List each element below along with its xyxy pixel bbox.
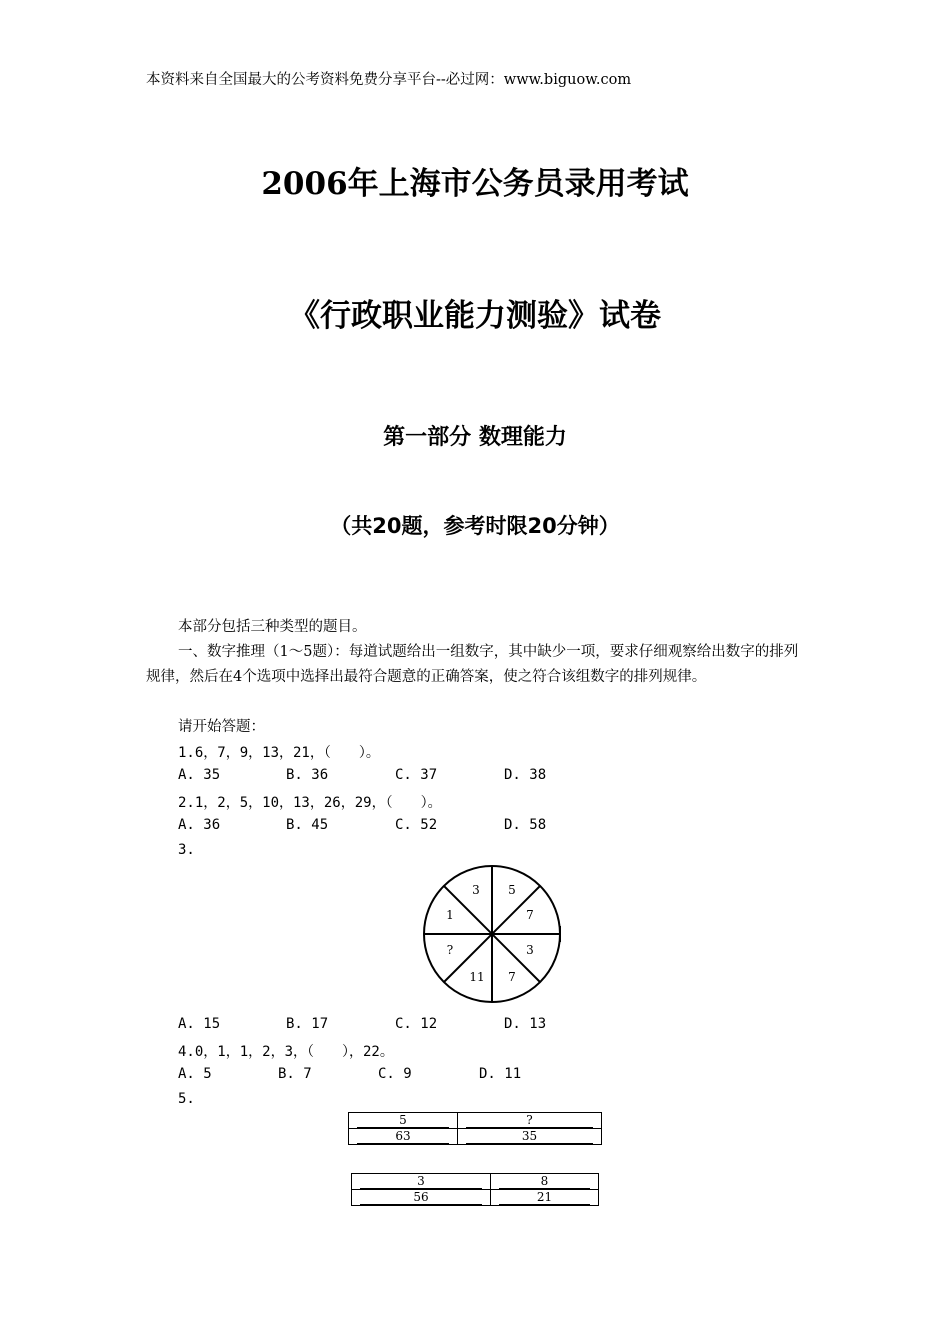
q2-option-c: C. 52 [395,817,438,833]
table-cell: 5 [349,1113,458,1129]
wheel-number: 3 [526,943,534,957]
type1-description: 一、数字推理（1～5题）：每道试题给出一组数字，其中缺少一项，要求仔细观察给出数字的排列规律，然后在4个选项中选择出最符合题意的正确答案，使之符合该组数字的排列规律。 [146,644,799,685]
start-prompt: 请开始答题： [178,719,265,735]
q3-option-d: D. 13 [504,1016,547,1032]
wheel-number: 1 [446,908,454,922]
q2-option-d: D. 58 [504,817,547,833]
question-3-stem: 3. [178,842,195,858]
wheel-number: 3 [472,883,480,897]
table-row [349,1129,602,1145]
intro-text: 本部分包括三种类型的题目。 [178,619,367,635]
table-cell: 56 [352,1190,491,1206]
page-subtitle: 《行政职业能力测验》试卷 [289,298,661,334]
q3-option-c: C. 12 [395,1016,438,1032]
question-2-stem: 2.1，2，5，10，13，26，29，（ ）。 [178,795,442,811]
q4-option-d: D. 11 [479,1066,522,1082]
number-table-2 [351,1173,599,1206]
table-cell: ? [458,1113,602,1129]
question-4-stem: 4.0，1，1，2，3，（ ），22。 [178,1044,394,1060]
question-1-stem: 1.6，7，9，13，21，（ ）。 [178,745,380,761]
wheel-number: ? [446,943,454,957]
q3-option-b: B. 17 [286,1016,329,1032]
table-cell: 21 [491,1190,599,1206]
q4-option-b: B. 7 [278,1066,312,1082]
section-note: （共20题，参考时限20分钟） [330,514,620,538]
table-row [352,1190,599,1206]
wheel-number: 7 [526,908,534,922]
q1-option-c: C. 37 [395,767,438,783]
q1-option-d: D. 38 [504,767,547,783]
section-title: 第一部分 数理能力 [383,425,567,450]
q1-option-a: A. 35 [178,767,221,783]
number-table-1 [348,1112,602,1145]
table-cell: 63 [349,1129,458,1145]
q3-option-a: A. 15 [178,1016,221,1032]
page-title: 2006年上海市公务员录用考试 [261,166,689,202]
table-cell: 8 [491,1174,599,1190]
question-5-stem: 5. [178,1091,195,1107]
table-row [352,1174,599,1190]
q4-option-a: A. 5 [178,1066,212,1082]
q2-option-a: A. 36 [178,817,221,833]
q4-option-c: C. 9 [378,1066,412,1082]
wheel-number: 5 [508,883,516,897]
header-note: 本资料来自全国最大的公考资料免费分享平台--必过网：www.biguow.com [146,72,632,88]
q2-option-b: B. 45 [286,817,329,833]
number-wheel-figure [420,862,565,1007]
table-cell: 35 [458,1129,602,1145]
wheel-number: 11 [469,970,485,984]
table-row [349,1113,602,1129]
wheel-number: 7 [508,970,516,984]
q1-option-b: B. 36 [286,767,329,783]
table-cell: 3 [352,1174,491,1190]
